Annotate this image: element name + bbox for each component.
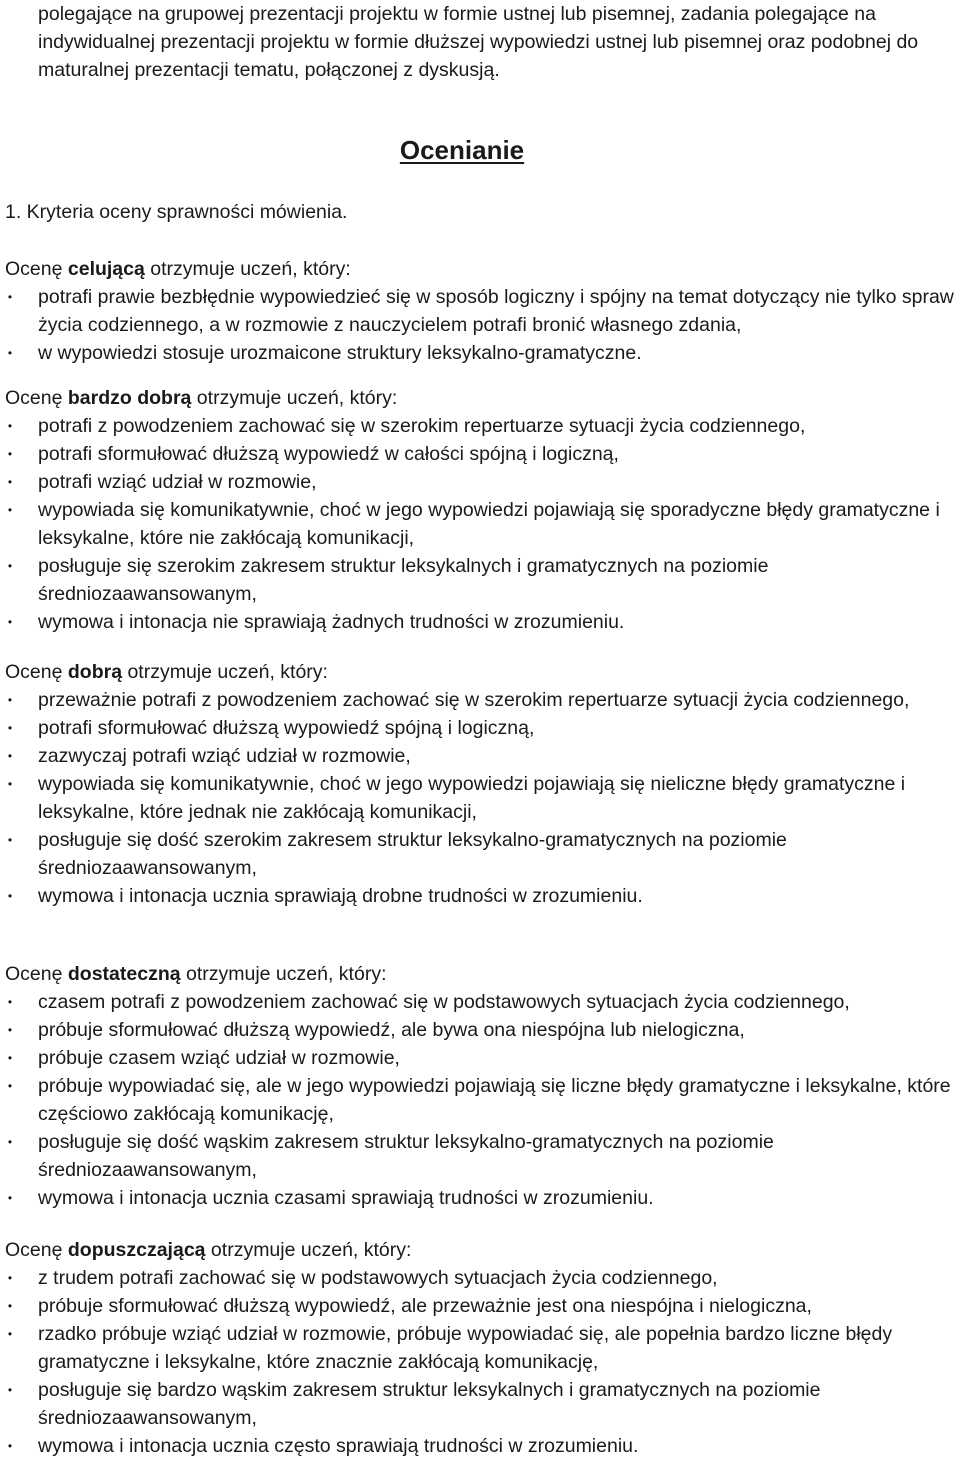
list-item-text: próbuje sformułować dłuższą wypowiedź, ale bywa ona niespójna lub nielogiczna, bbox=[38, 1019, 745, 1041]
list-item bbox=[5, 339, 955, 367]
subsection-heading: 1. Kryteria oceny sprawności mówienia. bbox=[5, 201, 348, 223]
grade-title bbox=[5, 960, 955, 988]
list-item bbox=[5, 1292, 955, 1320]
list-item-text: wymowa i intonacja ucznia sprawiają drobne trudności w zrozumieniu. bbox=[38, 885, 643, 907]
criteria-list bbox=[5, 283, 955, 367]
grade-section-celujaca bbox=[5, 255, 955, 367]
list-item-text: potrafi sformułować dłuższą wypowiedź w całości spójną i logiczną, bbox=[38, 443, 619, 465]
list-item-text: posługuje się bardzo wąskim zakresem struktur leksykalnych i gramatycznych na poziomie średniozaawansowanym, bbox=[38, 1379, 821, 1429]
bullet-icon: • bbox=[7, 889, 13, 903]
criteria-list bbox=[5, 988, 955, 1212]
list-item bbox=[5, 742, 955, 770]
list-item bbox=[5, 826, 955, 882]
list-item-text: próbuje czasem wziąć udział w rozmowie, bbox=[38, 1047, 400, 1069]
list-item bbox=[5, 686, 955, 714]
list-item bbox=[5, 1320, 955, 1376]
list-item-text: wypowiada się komunikatywnie, choć w jego wypowiedzi pojawiają się nieliczne błędy gramatyczne i leksykalne, które jednak nie zakłócają komunikacji, bbox=[38, 773, 906, 823]
grade-name: dopuszczającą bbox=[67, 1239, 206, 1261]
list-item bbox=[5, 1184, 955, 1212]
grade-title-suffix: otrzymuje uczeń, który: bbox=[191, 387, 398, 409]
grade-title-suffix: otrzymuje uczeń, który: bbox=[180, 963, 387, 985]
criteria-list bbox=[5, 412, 955, 636]
list-item bbox=[5, 1376, 955, 1432]
bullet-icon: • bbox=[7, 503, 13, 517]
bullet-icon: • bbox=[7, 1271, 13, 1285]
grade-name: celującą bbox=[67, 258, 145, 280]
grade-title-prefix: Ocenę bbox=[5, 258, 68, 280]
list-item bbox=[5, 283, 955, 339]
grade-title bbox=[5, 658, 955, 686]
grade-name: dostateczną bbox=[67, 963, 181, 985]
list-item-text: wymowa i intonacja nie sprawiają żadnych trudności w zrozumieniu. bbox=[38, 611, 625, 633]
grade-name: dobrą bbox=[67, 661, 123, 683]
grade-title-prefix: Ocenę bbox=[5, 661, 68, 683]
bullet-icon: • bbox=[7, 447, 13, 461]
list-item-text: potrafi prawie bezbłędnie wypowiedzieć się w sposób logiczny i spójny na temat dotyczący nie tylko spraw życia codziennego, a w rozmowie z nauczycielem potrafi bronić własnego zdania, bbox=[38, 286, 954, 336]
list-item-text: zazwyczaj potrafi wziąć udział w rozmowie, bbox=[38, 745, 411, 767]
bullet-icon: • bbox=[7, 777, 13, 791]
bullet-icon: • bbox=[7, 1191, 13, 1205]
list-item bbox=[5, 440, 955, 468]
list-item bbox=[5, 1016, 955, 1044]
list-item-text: posługuje się dość szerokim zakresem struktur leksykalno-gramatycznych na poziomie średniozaawansowanym, bbox=[38, 829, 787, 879]
criteria-list bbox=[5, 686, 955, 910]
bullet-icon: • bbox=[7, 833, 13, 847]
grade-title bbox=[5, 255, 955, 283]
bullet-icon: • bbox=[7, 1439, 13, 1453]
list-item bbox=[5, 882, 955, 910]
bullet-icon: • bbox=[7, 419, 13, 433]
grade-title-suffix: otrzymuje uczeń, który: bbox=[205, 1239, 412, 1261]
list-item-text: potrafi z powodzeniem zachować się w szerokim repertuarze sytuacji życia codziennego, bbox=[38, 415, 806, 437]
bullet-icon: • bbox=[7, 290, 13, 304]
list-item bbox=[5, 770, 955, 826]
list-item bbox=[5, 608, 955, 636]
grade-section-dobra bbox=[5, 658, 955, 910]
list-item-text: próbuje sformułować dłuższą wypowiedź, ale przeważnie jest ona niespójna i nielogiczna, bbox=[38, 1295, 812, 1317]
bullet-icon: • bbox=[7, 693, 13, 707]
bullet-icon: • bbox=[7, 1051, 13, 1065]
list-item-text: w wypowiedzi stosuje urozmaicone struktury leksykalno-gramatyczne. bbox=[38, 342, 642, 364]
criteria-list bbox=[5, 1264, 955, 1460]
bullet-icon: • bbox=[7, 1079, 13, 1093]
bullet-icon: • bbox=[7, 559, 13, 573]
grade-title-suffix: otrzymuje uczeń, który: bbox=[144, 258, 351, 280]
list-item-text: potrafi wziąć udział w rozmowie, bbox=[38, 471, 317, 493]
bullet-icon: • bbox=[7, 1023, 13, 1037]
list-item bbox=[5, 1044, 955, 1072]
list-item-text: wymowa i intonacja ucznia czasami sprawiają trudności w zrozumieniu. bbox=[38, 1187, 654, 1209]
grade-name: bardzo dobrą bbox=[67, 387, 192, 409]
list-item-text: posługuje się szerokim zakresem struktur leksykalnych i gramatycznych na poziomie średniozaawansowanym, bbox=[38, 555, 769, 605]
grade-title bbox=[5, 384, 955, 412]
bullet-icon: • bbox=[7, 1383, 13, 1397]
bullet-icon: • bbox=[7, 346, 13, 360]
bullet-icon: • bbox=[7, 615, 13, 629]
list-item bbox=[5, 412, 955, 440]
grade-title-prefix: Ocenę bbox=[5, 387, 68, 409]
list-item-text: przeważnie potrafi z powodzeniem zachować się w szerokim repertuarze sytuacji życia codziennego, bbox=[38, 689, 910, 711]
bullet-icon: • bbox=[7, 1327, 13, 1341]
bullet-icon: • bbox=[7, 721, 13, 735]
grade-title-prefix: Ocenę bbox=[5, 1239, 68, 1261]
grade-title bbox=[5, 1236, 955, 1264]
list-item-text: wymowa i intonacja ucznia często sprawiają trudności w zrozumieniu. bbox=[38, 1435, 639, 1457]
bullet-icon: • bbox=[7, 1299, 13, 1313]
list-item bbox=[5, 1072, 955, 1128]
bullet-icon: • bbox=[7, 995, 13, 1009]
intro-paragraph: polegające na grupowej prezentacji projektu w formie ustnej lub pisemnej, zadania polegające na indywidualnej prezentacji projektu w formie dłuższej wypowiedzi ustnej lub pisemnej oraz podobnej do maturalnej prezentacji tematu, połączonej z dyskusją. bbox=[38, 3, 919, 81]
list-item bbox=[5, 468, 955, 496]
grade-section-dostateczna bbox=[5, 960, 955, 1212]
list-item bbox=[5, 714, 955, 742]
list-item-text: czasem potrafi z powodzeniem zachować się w podstawowych sytuacjach życia codziennego, bbox=[38, 991, 850, 1013]
grade-section-bardzo-dobra bbox=[5, 384, 955, 636]
list-item bbox=[5, 1264, 955, 1292]
bullet-icon: • bbox=[7, 1135, 13, 1149]
list-item bbox=[5, 1128, 955, 1184]
list-item bbox=[5, 988, 955, 1016]
grade-title-suffix: otrzymuje uczeń, który: bbox=[122, 661, 328, 683]
list-item-text: posługuje się dość wąskim zakresem struktur leksykalno-gramatycznych na poziomie średniozaawansowanym, bbox=[38, 1131, 774, 1181]
list-item bbox=[5, 496, 955, 552]
list-item bbox=[5, 1432, 955, 1460]
list-item-text: próbuje wypowiadać się, ale w jego wypowiedzi pojawiają się liczne błędy gramatyczne i leksykalne, które częściowo zakłócają komunikację, bbox=[38, 1075, 951, 1125]
section-heading: Ocenianie bbox=[399, 135, 525, 165]
list-item-text: rzadko próbuje wziąć udział w rozmowie, próbuje wypowiadać się, ale popełnia bardzo liczne błędy gramatyczne i leksykalne, które znacznie zakłócają komunikację, bbox=[38, 1323, 893, 1373]
grade-section-dopuszczajaca bbox=[5, 1236, 955, 1460]
list-item bbox=[5, 552, 955, 608]
list-item-text: wypowiada się komunikatywnie, choć w jego wypowiedzi pojawiają się sporadyczne błędy gramatyczne i leksykalne, które nie zakłócają komunikacji, bbox=[38, 499, 940, 549]
list-item-text: potrafi sformułować dłuższą wypowiedź spójną i logiczną, bbox=[38, 717, 535, 739]
grade-title-prefix: Ocenę bbox=[5, 963, 68, 985]
bullet-icon: • bbox=[7, 749, 13, 763]
list-item-text: z trudem potrafi zachować się w podstawowych sytuacjach życia codziennego, bbox=[38, 1267, 718, 1289]
bullet-icon: • bbox=[7, 475, 13, 489]
